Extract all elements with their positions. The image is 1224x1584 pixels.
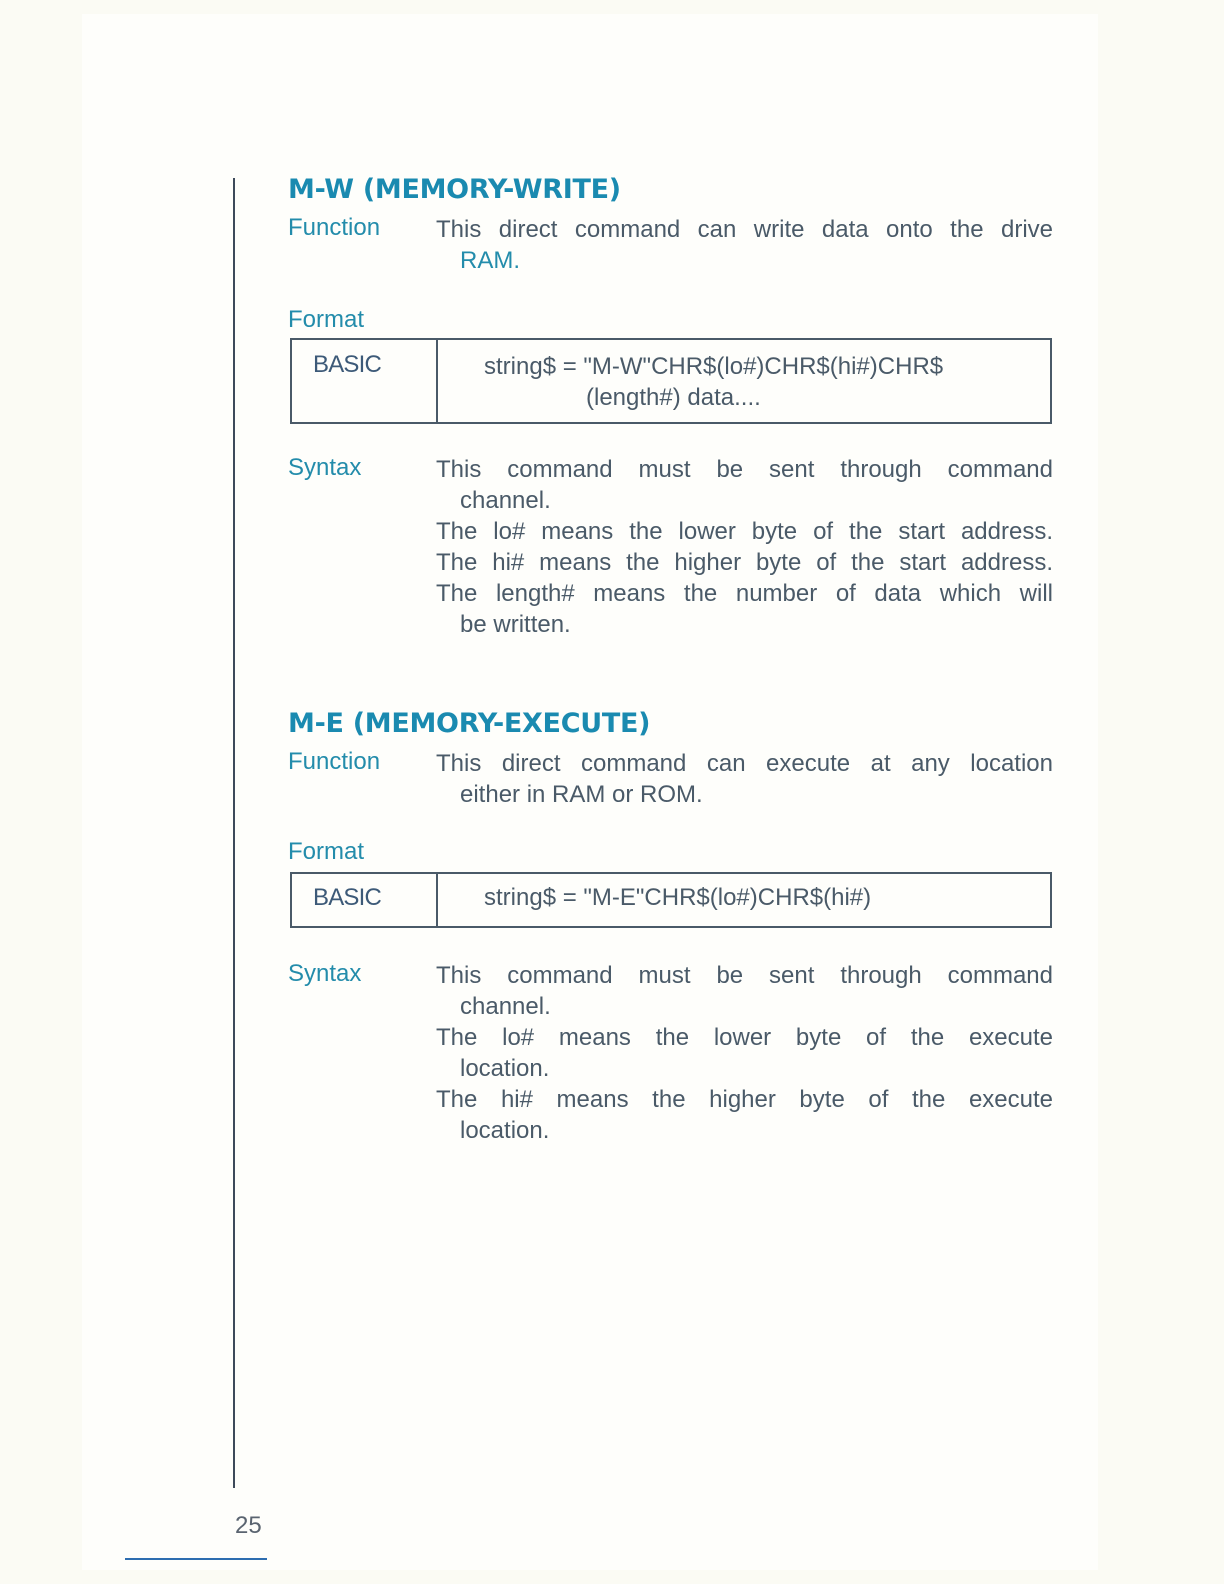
format-key: BASIC [292,874,438,926]
syntax-line: channel. [460,993,551,1020]
function-label: Function [288,748,381,775]
function-line: RAM. [460,247,520,274]
syntax-line: location. [460,1055,550,1082]
format-table [290,338,1052,424]
section-title: M-W (MEMORY-WRITE) [288,174,621,205]
syntax-line: channel. [460,487,551,514]
syntax-line: The length# means the number of data which will [436,580,1053,607]
syntax-line: The hi# means the higher byte of the start address. [436,549,1053,576]
syntax-label: Syntax [288,960,362,987]
format-label: Format [288,306,365,333]
syntax-line: This command must be sent through command [436,456,1053,483]
syntax-line: The lo# means the lower byte of the start address. [436,518,1053,545]
function-text [436,748,1053,810]
syntax-line: be written. [460,611,571,638]
function-label: Function [288,214,381,241]
syntax-line: location. [460,1117,550,1144]
format-table [290,872,1052,928]
margin-rule [233,178,235,1488]
section-memory-write [288,170,1053,640]
function-line: either in RAM or ROM. [460,781,703,808]
syntax-label: Syntax [288,454,362,481]
section-title: M-E (MEMORY-EXECUTE) [288,708,651,739]
syntax-line: The lo# means the lower byte of the execute [436,1024,1053,1051]
format-line: string$ = "M-E"CHR$(lo#)CHR$(hi#) [484,884,872,911]
function-row [288,748,1053,810]
page-number: 25 [235,1512,262,1539]
syntax-row [288,960,1053,1146]
syntax-line: The hi# means the higher byte of the execute [436,1086,1053,1113]
format-key: BASIC [292,340,438,422]
format-value [438,874,1050,926]
format-line: (length#) data.... [586,384,761,411]
function-line: This direct command can write data onto the drive [436,216,1053,243]
format-value [438,340,1050,422]
section-memory-execute [288,704,1053,1146]
syntax-line: This command must be sent through command [436,962,1053,989]
format-label: Format [288,838,365,865]
syntax-text [436,454,1053,640]
function-line: This direct command can execute at any location [436,750,1053,777]
syntax-row [288,454,1053,640]
footer-rule [125,1558,267,1560]
function-row [288,214,1053,276]
function-text [436,214,1053,276]
format-line: string$ = "M-W"CHR$(lo#)CHR$(hi#)CHR$ [484,353,944,380]
syntax-text [436,960,1053,1146]
